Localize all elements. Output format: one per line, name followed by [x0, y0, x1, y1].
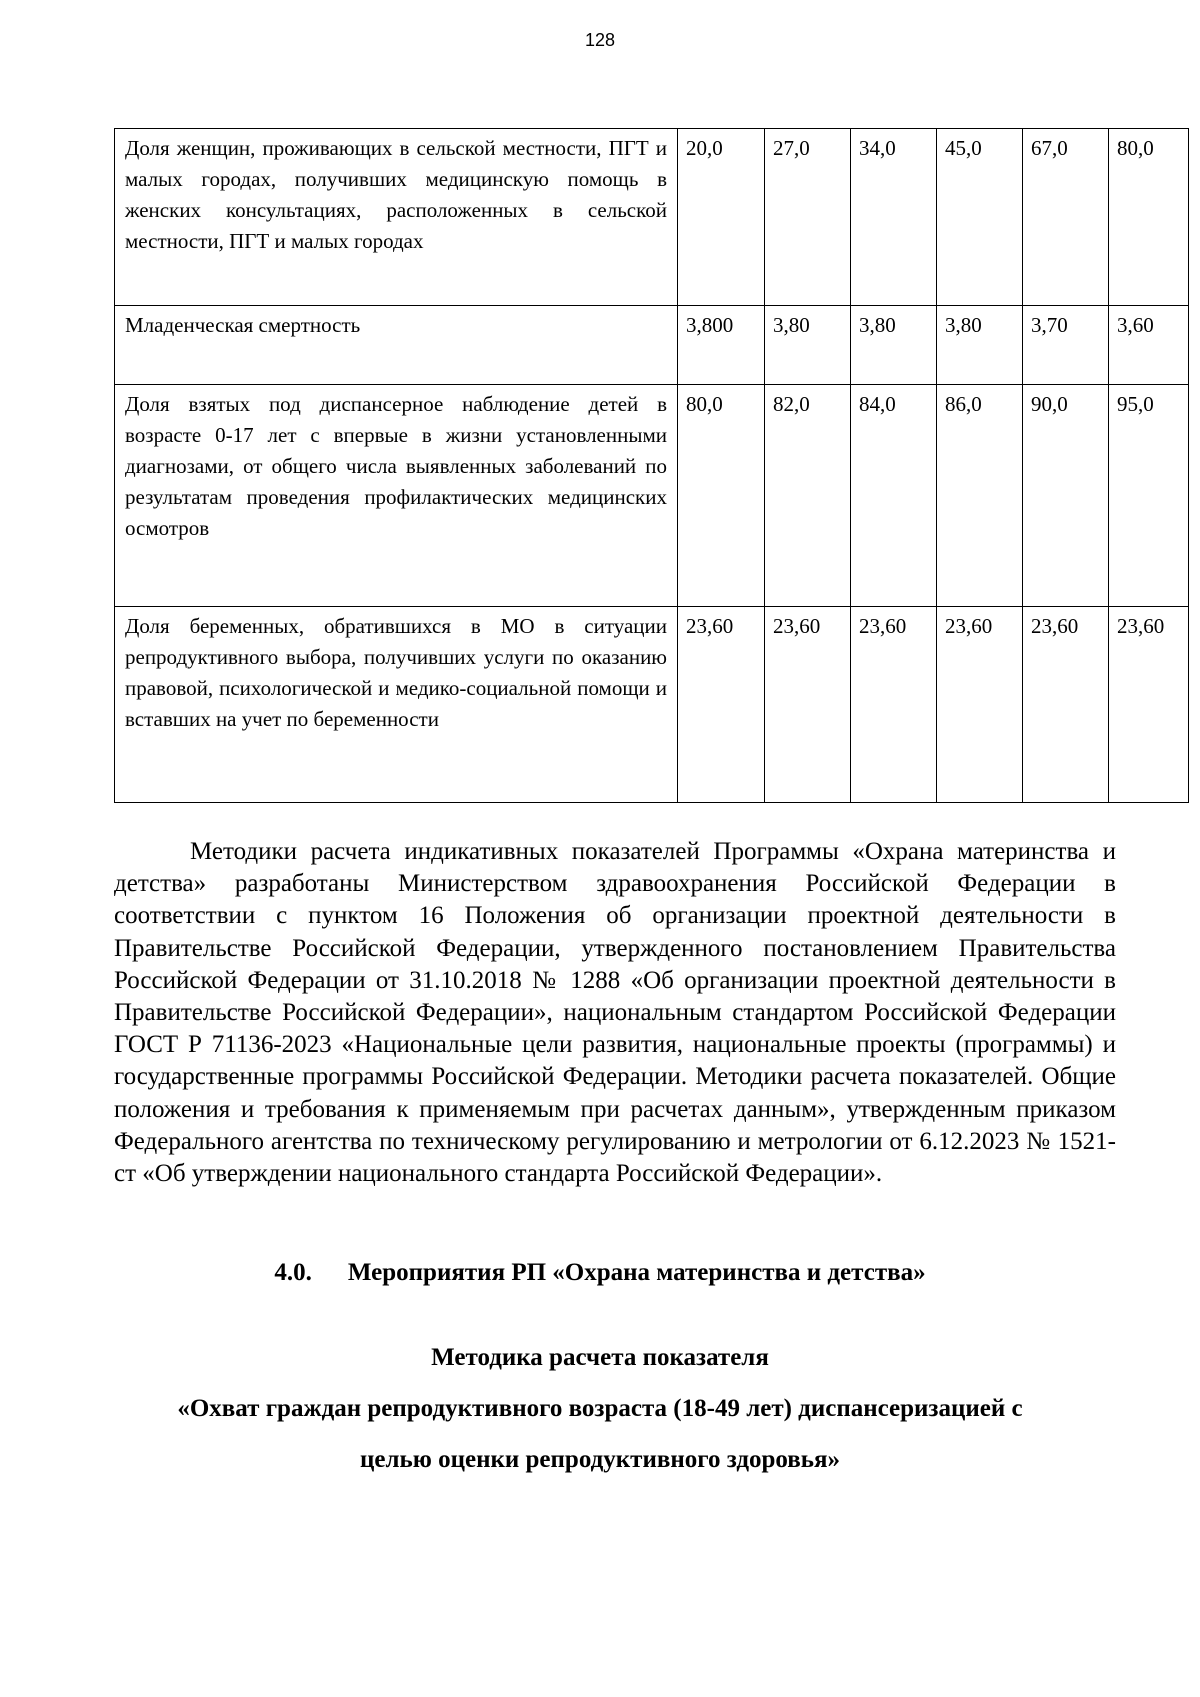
indicator-value: 23,60 — [937, 607, 1023, 803]
indicator-value: 34,0 — [851, 129, 937, 306]
indicator-value: 86,0 — [937, 385, 1023, 607]
indicator-value: 67,0 — [1023, 129, 1109, 306]
indicator-value: 3,80 — [851, 306, 937, 385]
indicator-value: 23,60 — [678, 607, 765, 803]
indicator-value: 3,60 — [1109, 306, 1189, 385]
indicator-value: 90,0 — [1023, 385, 1109, 607]
section-title: Мероприятия РП «Охрана материнства и детства» — [347, 1259, 926, 1286]
indicator-value: 23,60 — [1109, 607, 1189, 803]
indicator-value: 3,80 — [765, 306, 851, 385]
indicator-label: Доля взятых под диспансерное наблюдение детей в возрасте 0-17 лет с впервые в жизни установленными диагнозами, от общего числа выявленных заболеваний по результатам проведения профилактических медицинских осмотров — [115, 385, 678, 607]
indicator-table — [114, 128, 1189, 803]
table-row — [115, 607, 1189, 803]
table-row — [115, 129, 1189, 306]
indicator-value: 20,0 — [678, 129, 765, 306]
indicator-value: 82,0 — [765, 385, 851, 607]
indicator-value: 80,0 — [678, 385, 765, 607]
method-heading — [0, 1332, 1200, 1485]
indicator-label: Доля беременных, обратившихся в МО в ситуации репродуктивного выбора, получивших услуги по оказанию правовой, психологической и медико-социальной помощи и вставших на учет по беременности — [115, 607, 678, 803]
section-number: 4.0. — [274, 1259, 312, 1286]
methodology-paragraph: Методики расчета индикативных показателей Программы «Охрана материнства и детства» разработаны Министерством здравоохранения Российской Федерации в соответствии с пунктом 16 Положения об организации проектной деятельности в Правительстве Российской Федерации, утвержденного постановлением Правительства Российской Федерации от 31.10.2018 № 1288 «Об организации проектной деятельности в Правительстве Российской Федерации», национальным стандартом Российской Федерации ГОСТ Р 71136-2023 «Национальные цели развития, национальные проекты (программы) и государственные программы Российской Федерации. Методики расчета показателей. Общие положения и требования к применяемым при расчетах данным», утвержденным приказом Федерального агентства по техническому регулированию и метрологии от 6.12.2023 № 1521-ст «Об утверждении национального стандарта Российской Федерации». — [114, 838, 1116, 1188]
method-heading-line: «Охват граждан репродуктивного возраста (18-49 лет) диспансеризацией с — [177, 1395, 1023, 1422]
indicator-value: 95,0 — [1109, 385, 1189, 607]
table-row — [115, 385, 1189, 607]
table-row — [115, 306, 1189, 385]
indicator-value: 23,60 — [1023, 607, 1109, 803]
indicator-value: 84,0 — [851, 385, 937, 607]
indicator-label: Доля женщин, проживающих в сельской местности, ПГТ и малых городах, получивших медицинскую помощь в женских консультациях, расположенных в сельской местности, ПГТ и малых городах — [115, 129, 678, 306]
indicator-value: 27,0 — [765, 129, 851, 306]
method-heading-line: целью оценки репродуктивного здоровья» — [359, 1446, 841, 1473]
indicator-label: Младенческая смертность — [115, 306, 678, 385]
method-heading-line: Методика расчета показателя — [431, 1344, 769, 1371]
page-number: 128 — [584, 30, 616, 50]
indicator-value: 3,80 — [937, 306, 1023, 385]
indicator-value: 80,0 — [1109, 129, 1189, 306]
indicator-value: 23,60 — [851, 607, 937, 803]
indicator-value: 3,70 — [1023, 306, 1109, 385]
section-heading — [0, 1259, 1200, 1287]
indicator-value: 23,60 — [765, 607, 851, 803]
indicator-value: 3,800 — [678, 306, 765, 385]
indicator-value: 45,0 — [937, 129, 1023, 306]
